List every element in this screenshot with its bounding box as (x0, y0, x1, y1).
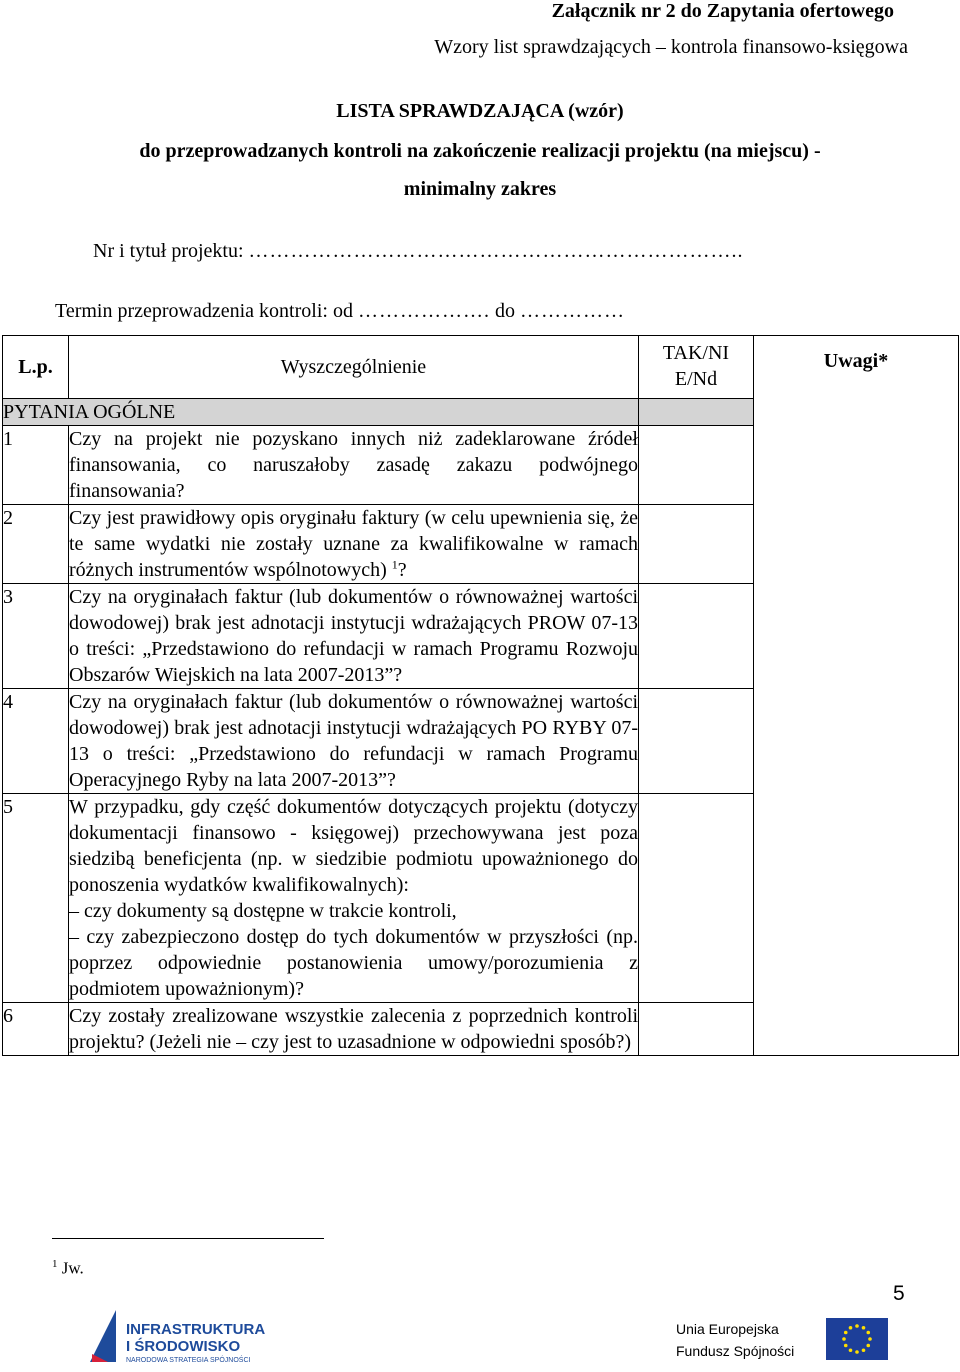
eu-star-icon (866, 1331, 870, 1335)
footnote-reference: 1 (391, 557, 398, 572)
term-label: Termin przeprowadzenia kontroli: od (55, 300, 353, 322)
page-number: 5 (893, 1282, 905, 1305)
logo-text-line1: INFRASTRUKTURA (126, 1321, 266, 1338)
row-number: 1 (3, 426, 69, 505)
logo-blue-shape (90, 1310, 116, 1362)
row-question-text: W przypadku, gdy część dokumentów dotyczących projektu (dotyczy dokumentacji finansowo - księgowej) przechowywana jest poza siedzibą beneficjenta (np. w siedzibie podmiotu upoważnionego do ponoszenia wydatków kwalifikowalnych): (69, 796, 638, 896)
footnote-divider (52, 1238, 324, 1239)
answer-cell[interactable] (639, 1003, 754, 1056)
header-answer-line1: TAK/NI (662, 342, 730, 364)
answer-cell[interactable] (639, 505, 754, 584)
term-from-dots: ………………. (357, 300, 490, 322)
header-description: Wyszczególnienie (69, 336, 639, 399)
section-answer-cell (639, 399, 754, 426)
row-question-end: ? (397, 559, 407, 581)
row-question-dash-2: – czy zabezpieczono dostęp do tych dokumentów w przyszłości (np. poprzez odpowiednie postanowienia umowy/porozumienia z podmiotem upoważnionym)? (69, 926, 638, 1000)
eu-star-icon (868, 1337, 872, 1341)
term-field (55, 300, 625, 323)
eu-star-icon (866, 1344, 870, 1348)
header-answer (639, 336, 754, 399)
checklist-table (2, 335, 959, 1056)
checklist-subtitle: do przeprowadzanych kontroli na zakończenie realizacji projektu (na miejscu) - (139, 140, 821, 162)
eu-caption-line2: Fundusz Spójności (676, 1343, 795, 1359)
eu-star-icon (849, 1326, 853, 1330)
eu-flag-icon (826, 1318, 888, 1360)
term-to-dots: …………… (519, 300, 625, 322)
row-number: 5 (3, 794, 69, 1003)
row-question (69, 505, 639, 584)
term-do-label: do (494, 300, 515, 322)
logo-text-line3: NARODOWA STRATEGIA SPÓJNOŚCI (126, 1357, 251, 1364)
project-label: Nr i tytuł projektu: (93, 240, 244, 262)
eu-star-icon (862, 1326, 866, 1330)
document-subtitle: Wzory list sprawdzających – kontrola finansowo-księgowa (434, 36, 908, 58)
attachment-title: Załącznik nr 2 do Zapytania ofertowego (551, 0, 894, 22)
row-question (69, 794, 639, 1003)
header-answer-line2: E/Nd (674, 368, 718, 390)
checklist-scope: minimalny zakres (403, 178, 557, 200)
table-header-row (3, 336, 959, 399)
row-question: Czy na projekt nie pozyskano innych niż zadeklarowane źródeł finansowania, co naruszałoby zasadę zakazu podwójnego finansowania? (69, 426, 639, 505)
eu-caption (676, 1318, 794, 1362)
row-number: 4 (3, 689, 69, 794)
logo-text-line2: I ŚRODOWISKO (126, 1338, 241, 1355)
answer-cell[interactable] (639, 426, 754, 505)
row-question: Czy zostały zrealizowane wszystkie zalecenia z poprzednich kontroli projektu? (Jeżeli nie – czy jest to uzasadnione w odpowiedni sposób?) (69, 1003, 639, 1056)
project-field (93, 240, 744, 263)
row-number: 6 (3, 1003, 69, 1056)
row-question-text: Czy jest prawidłowy opis oryginału faktury (w celu upewnienia się, że te same wydatki nie zostały uznane za kwalifikowalne w ramach różnych instrumentów wspólnotowych) (69, 507, 638, 581)
answer-cell[interactable] (639, 584, 754, 689)
answer-cell[interactable] (639, 794, 754, 1003)
footnote-mark: 1 (52, 1258, 58, 1270)
checklist-title: LISTA SPRAWDZAJĄCA (wzór) (336, 100, 624, 122)
header-lp: L.p. (3, 336, 69, 399)
answer-cell[interactable] (639, 689, 754, 794)
section-general-questions: PYTANIA OGÓLNE (3, 399, 639, 426)
eu-star-icon (849, 1348, 853, 1352)
row-number: 3 (3, 584, 69, 689)
eu-star-icon (855, 1324, 859, 1328)
row-number: 2 (3, 505, 69, 584)
eu-star-icon (844, 1344, 848, 1348)
eu-star-icon (855, 1350, 859, 1354)
eu-star-icon (862, 1348, 866, 1352)
header-remarks: Uwagi* (754, 336, 959, 1056)
row-question: Czy na oryginałach faktur (lub dokumentów o równoważnej wartości dowodowej) brak jest adnotacji instytucji wdrażających PROW 07-13 o treści: „Przedstawiono do refundacji w ramach Programu Rozwoju Obszarów Wiejskich na lata 2007-2013”? (69, 584, 639, 689)
infrastruktura-logo (86, 1306, 286, 1366)
row-question-dash-1: – czy dokumenty są dostępne w trakcie kontroli, (69, 900, 457, 922)
eu-caption-line1: Unia Europejska (676, 1321, 779, 1337)
row-question: Czy na oryginałach faktur (lub dokumentów o równoważnej wartości dowodowej) brak jest adnotacji instytucji wdrażających PO RYBY 07-13 o treści: „Przedstawiono do refundacji w ramach Programu Operacyjnego Ryby na lata 2007-2013”? (69, 689, 639, 794)
logo-star-shape (94, 1328, 100, 1334)
eu-star-icon (842, 1337, 846, 1341)
eu-star-icon (844, 1331, 848, 1335)
footnote-text: Jw. (61, 1258, 84, 1278)
project-dots: …………………………………………………………….. (248, 240, 744, 262)
footnote (52, 1258, 84, 1279)
